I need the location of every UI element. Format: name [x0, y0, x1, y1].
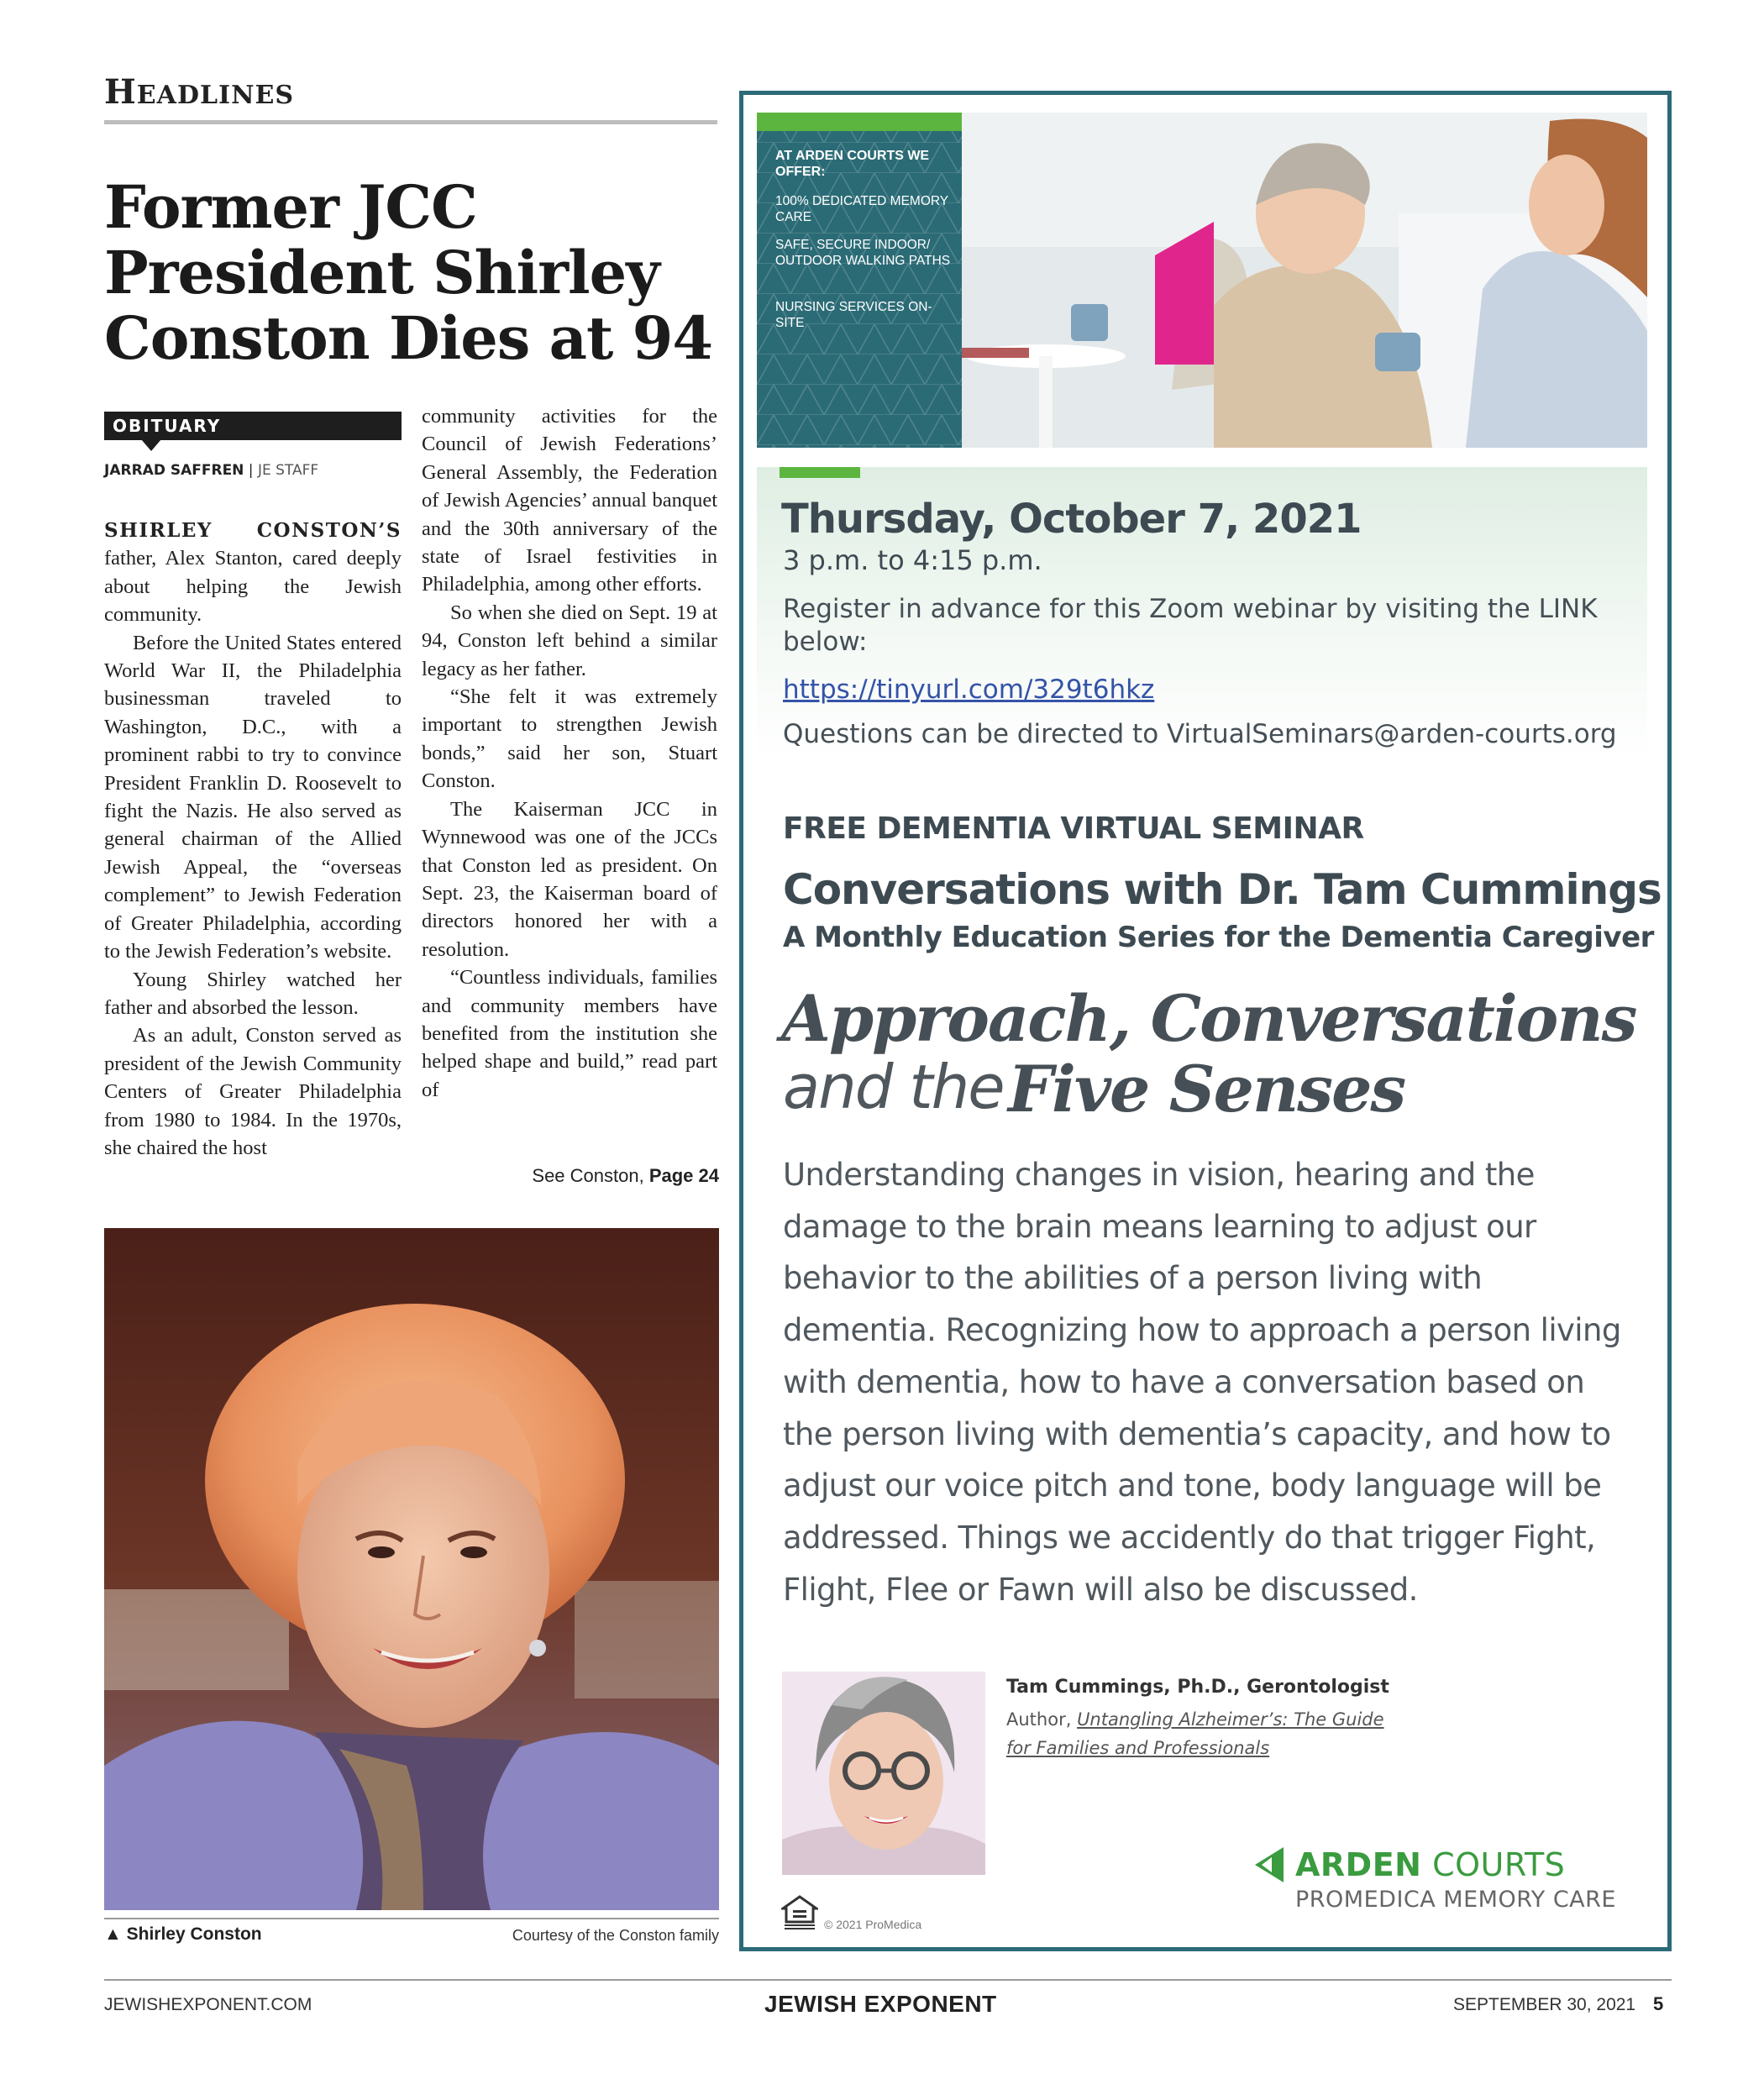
register-instructions: Register in advance for this Zoom webinar by visiting the LINK below: — [783, 594, 1598, 657]
event-green-tab — [780, 467, 860, 478]
offer-title: AT ARDEN COURTS WE OFFER: — [775, 149, 930, 179]
photo-caption: ▲ Shirley Conston — [104, 1924, 262, 1944]
questions-contact: Questions can be directed to VirtualSeminars@arden-courts.org — [783, 719, 1617, 749]
register-link[interactable]: https://tinyurl.com/329t6hkz — [783, 675, 1155, 705]
article-paragraph: “Countless individuals, families and community members have benefited from the institution she helped shape and build,” read part of — [422, 966, 717, 1101]
section-divider — [104, 120, 717, 124]
ad-offer-panel — [757, 113, 962, 448]
footer-publication: JEWISH EXPONENT — [764, 1991, 997, 2017]
photo-credit: Courtesy of the Conston family — [512, 1927, 719, 1944]
article-paragraph: community activities for the Council of Jewish Federations’ General Assembly, the Federation of Jewish Agencies’ annual banquet and the 30th anniversary of the state of Israel festivities in Philadelphia, among other efforts. — [422, 405, 717, 596]
ad-copyright: © 2021 ProMedica — [824, 1918, 922, 1931]
article-column-1 — [104, 517, 402, 1162]
section-label-rest: EADLINES — [136, 81, 295, 110]
session-title-and: and the — [783, 1052, 1004, 1122]
seminar-series: A Monthly Education Series for the Dementia Caregiver — [783, 921, 1654, 954]
article-column-2 — [422, 402, 717, 1104]
byline-role: JE STAFF — [257, 462, 319, 479]
article-paragraph: “She felt it was extremely important to strengthen Jewish bonds,” said her son, Stuart Conston. — [422, 685, 717, 793]
shirley-conston-photo — [104, 1228, 719, 1910]
seminar-label: FREE DEMENTIA VIRTUAL SEMINAR — [783, 811, 1364, 846]
ad-hero-photo — [962, 113, 1647, 448]
article-paragraph — [104, 517, 402, 629]
speaker-name: Tam Cummings, Ph.D., Gerontologist — [1006, 1677, 1389, 1698]
seminar-title: Conversations with Dr. Tam Cummings — [783, 865, 1662, 914]
byline-separator: | — [244, 462, 258, 479]
byline — [104, 462, 318, 479]
offer-item: NURSING SERVICES ON-SITE — [775, 300, 932, 330]
byline-author: JARRAD SAFFREN — [104, 462, 244, 479]
session-title-line1: Approach, Conversations — [781, 981, 1636, 1056]
article-paragraph: Young Shirley watched her father and absorbed the lesson. — [104, 968, 402, 1019]
article-lead-text: father, Alex Stanton, cared deeply about helping the Jewish community. — [104, 547, 402, 627]
article-paragraph: Before the United States entered World War II, the Philadelphia businessman traveled to Washington, D.C., with a prominent rabbi to try to convince President Franklin D. Roosevelt to fight the Nazis. He also served as general chairman of the Allied Jewish Appeal, the “overseas complement” to Jewish Federation of Greater Philadelphia, according to the Jewish Federation’s website. — [104, 631, 402, 963]
speaker-book-link[interactable]: Untangling Alzheimer’s: The Guide for Families and Professionals — [1006, 1709, 1384, 1758]
footer-divider — [104, 1979, 1672, 1981]
event-date: Thursday, October 7, 2021 — [781, 496, 1362, 543]
footer-website[interactable]: JEWISHEXPONENT.COM — [104, 1995, 312, 2014]
obituary-tag-pointer — [141, 439, 161, 451]
logo-arden-bold: ARDEN — [1295, 1846, 1422, 1883]
footer-date: SEPTEMBER 30, 2021 — [1453, 1995, 1636, 2014]
logo-courts: COURTS — [1421, 1846, 1566, 1883]
event-time: 3 p.m. to 4:15 p.m. — [783, 544, 1042, 576]
equal-housing-icon — [781, 1895, 818, 1930]
article-paragraph: The Kaiserman JCC in Wynnewood was one of the JCCs that Conston led as president. On Sept. 23, the Kaiserman board of directors honored her with a resolution. — [422, 797, 717, 961]
section-label-first: H — [104, 72, 137, 112]
obituary-tag: OBITUARY — [104, 412, 402, 440]
section-label — [104, 72, 294, 112]
speaker-photo — [782, 1672, 985, 1875]
jump-line-page: Page 24 — [648, 1165, 719, 1186]
article-headline: Former JCC President Shirley Conston Dies at 94 — [104, 172, 713, 373]
article-lead-caps: SHIRLEY CONSTON’S — [104, 519, 402, 542]
offer-item: 100% DEDICATED MEMORY CARE — [775, 194, 948, 224]
continued-jump-line[interactable] — [504, 1165, 719, 1187]
caption-divider — [104, 1918, 719, 1919]
footer-page-number: 5 — [1653, 1993, 1664, 2014]
session-title-five-senses: Five Senses — [1008, 1052, 1405, 1126]
article-paragraph: As an adult, Conston served as president of the Jewish Community Centers of Greater Philadelphia from 1980 to 1984. In the 1970s, she chaired the host — [104, 1024, 402, 1159]
article-paragraph: So when she died on Sept. 19 at 94, Conston left behind a similar legacy as her father. — [422, 601, 717, 680]
jump-line-prefix: See Conston, — [532, 1165, 649, 1186]
arden-courts-logo-text — [1295, 1846, 1565, 1883]
offer-item: SAFE, SECURE INDOOR/ OUTDOOR WALKING PATHS — [775, 238, 951, 268]
ad-green-bar — [757, 113, 962, 131]
session-description: Understanding changes in vision, hearing and the damage to the brain means learning to adjust our behavior to the abilities of a person living with dementia. Recognizing how to approach a person living with dementia, how to have a conversation based on the person living with dementia’s capacity, and how to adjust our voice pitch and tone, body language will be addressed. Things we accidently do that trigger Fight, Flight, Flee or Fawn will also be discussed. — [783, 1157, 1621, 1608]
speaker-author-prefix: Author, — [1006, 1709, 1078, 1730]
arden-courts-logo-icon — [1250, 1845, 1289, 1884]
speaker-author-line — [1006, 1705, 1393, 1762]
logo-subtitle: PROMEDICA MEMORY CARE — [1295, 1887, 1616, 1913]
